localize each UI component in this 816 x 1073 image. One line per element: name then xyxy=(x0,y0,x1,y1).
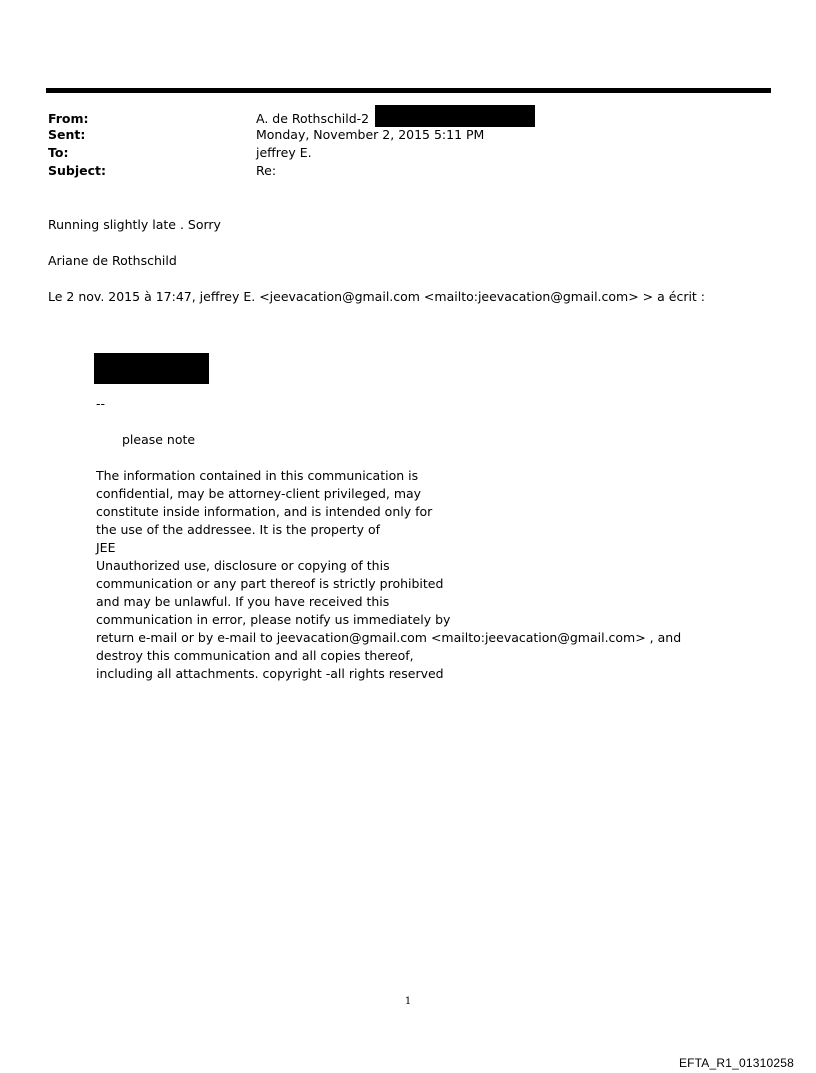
subject-label: Subject: xyxy=(48,163,106,178)
header-sent-row xyxy=(48,126,484,143)
document-id: EFTA_R1_01310258 xyxy=(678,1056,794,1070)
disclaimer-line: confidential, may be attorney-client privileged, may xyxy=(96,486,422,501)
quote-intro: Le 2 nov. 2015 à 17:47, jeffrey E. <jeevacation@gmail.com <mailto:jeevacation@gmail.com> > a écrit : xyxy=(48,289,706,304)
disclaimer-line: JEE xyxy=(96,540,116,555)
disclaimer-line: destroy this communication and all copies thereof, xyxy=(96,648,414,663)
page-number: 1 xyxy=(404,996,412,1007)
header-to-row xyxy=(48,144,312,161)
redaction-block xyxy=(94,353,209,384)
disclaimer-line: Unauthorized use, disclosure or copying of this xyxy=(96,558,390,573)
header-subject-row xyxy=(48,162,276,179)
to-value: jeffrey E. xyxy=(256,145,312,160)
sent-value: Monday, November 2, 2015 5:11 PM xyxy=(256,127,485,142)
disclaimer-line: including all attachments. copyright -all rights reserved xyxy=(96,666,444,681)
from-value: A. de Rothschild-2 xyxy=(256,110,370,126)
top-rule xyxy=(46,88,771,93)
signature-name: Ariane de Rothschild xyxy=(48,253,177,268)
sent-label: Sent: xyxy=(48,127,86,142)
redaction-box xyxy=(375,105,535,127)
disclaimer-line: The information contained in this communication is xyxy=(96,468,419,483)
from-label: From: xyxy=(48,110,89,126)
disclaimer xyxy=(96,467,681,683)
please-note: please note xyxy=(122,432,196,447)
message-line: Running slightly late . Sorry xyxy=(48,217,221,232)
disclaimer-line: constitute inside information, and is intended only for xyxy=(96,504,433,519)
disclaimer-line: and may be unlawful. If you have received this xyxy=(96,594,390,609)
subject-value: Re: xyxy=(256,163,277,178)
signature-separator: -- xyxy=(96,396,106,411)
disclaimer-line: communication in error, please notify us immediately by xyxy=(96,612,451,627)
disclaimer-line: communication or any part thereof is strictly prohibited xyxy=(96,576,444,591)
disclaimer-line: return e-mail or by e-mail to jeevacation@gmail.com <mailto:jeevacation@gmail.com> , and xyxy=(96,630,682,645)
disclaimer-line: the use of the addressee. It is the property of xyxy=(96,522,381,537)
to-label: To: xyxy=(48,145,69,160)
